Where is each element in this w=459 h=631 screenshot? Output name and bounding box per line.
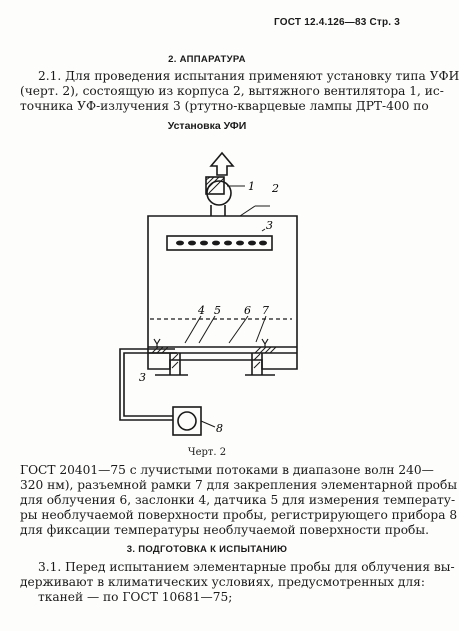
frame-clamps [154, 339, 268, 347]
sensor-cable-inner [124, 353, 177, 416]
label-1: 1 [248, 180, 255, 193]
text-line: 3.1. Перед испытанием элементарные пробы для облучения вы- [38, 560, 455, 574]
text-line: 2.1. Для проведения испытания применяют установку типа УФИ [38, 69, 459, 83]
label-7: 7 [262, 304, 269, 317]
lamp-slots [176, 241, 267, 246]
label-5: 5 [214, 304, 221, 317]
text-line: 320 нм), разъемной рамки 7 для закрепления элементарной пробы [20, 478, 458, 492]
label-4: 4 [198, 304, 205, 317]
leader-5 [199, 316, 215, 343]
label-8: 8 [216, 422, 223, 435]
text-line: ГОСТ 20401—75 с лучистыми потоками в диапазоне волн 240— [20, 463, 434, 477]
figure-title: Установка УФИ [167, 120, 247, 132]
label-6: 6 [244, 304, 251, 317]
housing-body [148, 216, 297, 369]
section-title-apparatus: 2. АППАРАТУРА [168, 54, 246, 65]
label-2: 2 [272, 182, 279, 195]
figure-caption: Черт. 2 [187, 447, 227, 458]
text-line: для облучения 6, заслонки 4, датчика 5 для измерения температу- [20, 493, 456, 507]
fan-wheel [207, 181, 231, 205]
text-line: (черт. 2), состоящую из корпуса 2, вытяжного вентилятора 1, ис- [20, 84, 444, 98]
text-line: тканей — по ГОСТ 10681—75; [38, 590, 233, 604]
text-line: точника УФ-излучения 3 (ртутно-кварцевые лампы ДРТ-400 по [20, 99, 429, 113]
recorder-dial [178, 412, 196, 430]
text-line: для фиксации температуры необлучаемой поверхности пробы. [20, 523, 429, 537]
leader-6 [229, 316, 248, 343]
page-header: ГОСТ 12.4.126—83 Стр. 3 [274, 17, 400, 28]
leader-2b [240, 206, 255, 216]
label-3: 3 [266, 219, 273, 232]
paragraph-3-1 [20, 560, 455, 605]
exhaust-duct [211, 205, 225, 216]
paragraph-continued [20, 463, 458, 538]
leader-7 [256, 316, 266, 342]
label-3-base: 3 [139, 371, 146, 384]
text-line: ры необлучаемой поверхности пробы, регистрирующего прибора 8 [20, 508, 458, 522]
exhaust-arrow [211, 153, 233, 175]
section-title-preparation: 3. ПОДГОТОВКА К ИСПЫТАНИЮ [126, 544, 288, 555]
leader-8 [201, 421, 215, 427]
text-line: держивают в климатических условиях, предусмотренных для: [20, 575, 425, 589]
leader-3 [262, 229, 265, 231]
leader-4 [185, 316, 201, 343]
